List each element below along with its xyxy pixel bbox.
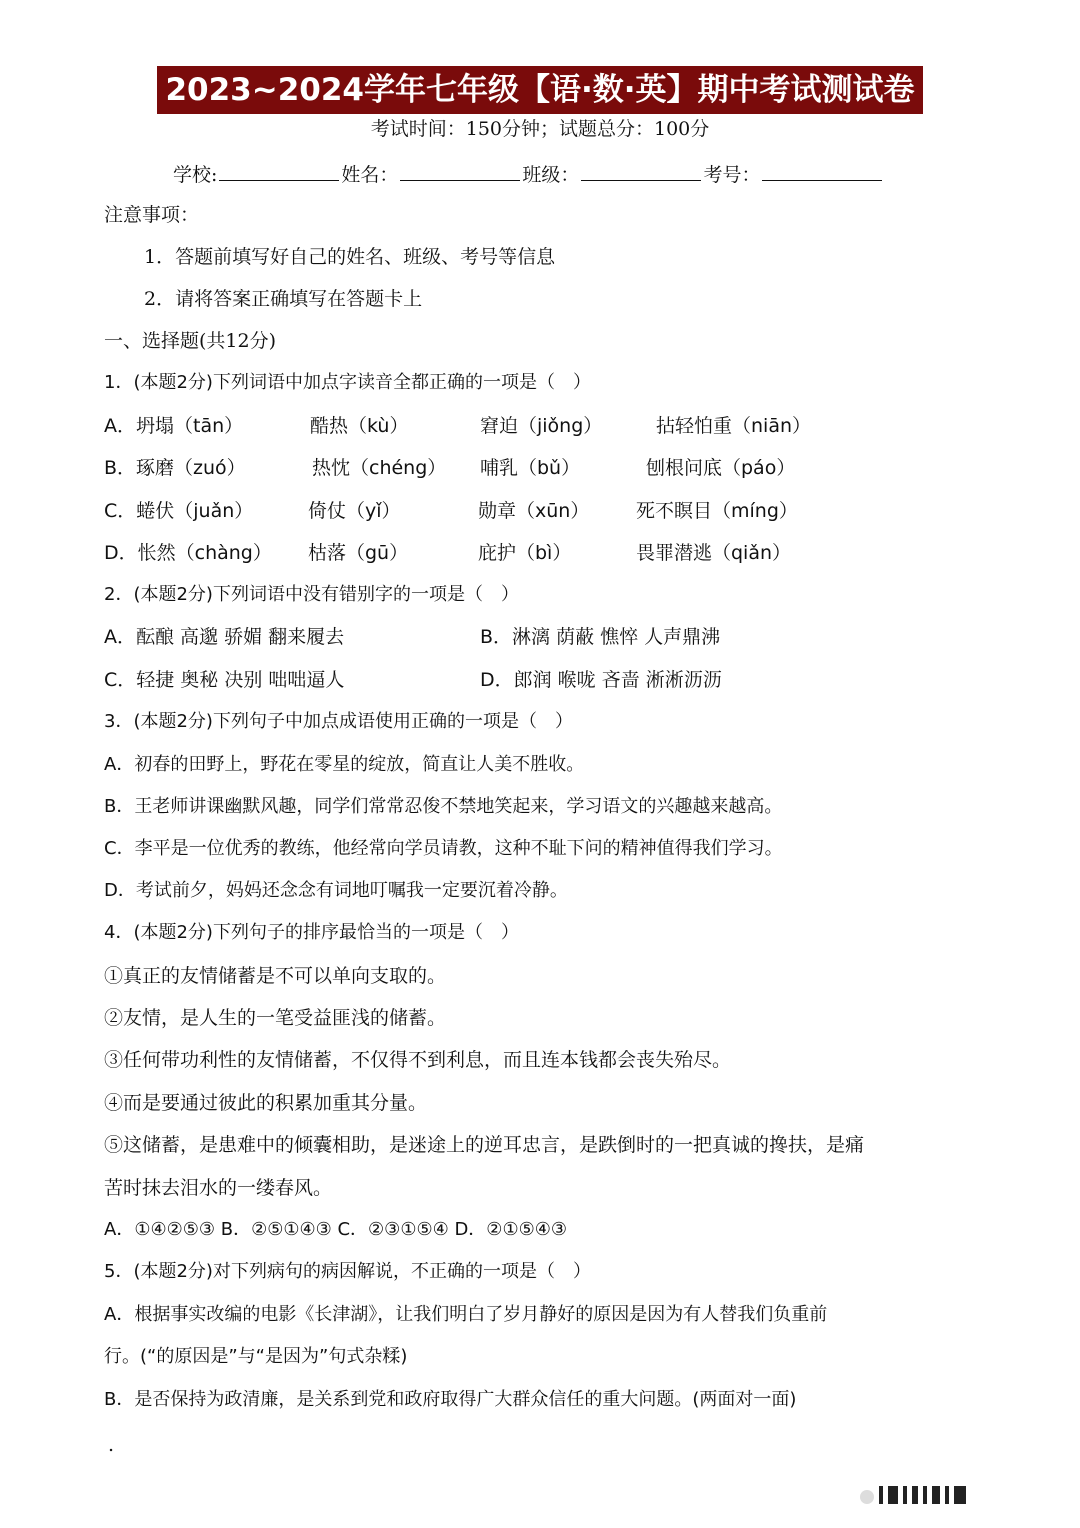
q4-stem: 4．(本题2分)下列句子的排序最恰当的一项是（ ）: [104, 922, 519, 943]
class-blank[interactable]: [581, 158, 701, 181]
q3-option-d: D．考试前夕，妈妈还念念有词地叮嘱我一定要沉着冷静。: [104, 880, 568, 901]
q3-option-c: C．李平是一位优秀的教练，他经常向学员请教，这种不耻下问的精神值得我们学习。: [104, 838, 783, 859]
q1-option-b-2: 热忱（chéng）: [312, 457, 447, 479]
q1-option-b-3: 哺乳（bǔ）: [480, 457, 581, 479]
watermark-mark-9: [954, 1486, 966, 1504]
q5-option-b: B．是否保持为政清廉，是关系到党和政府取得广大群众信任的重大问题。(两面对一面): [104, 1389, 797, 1410]
student-info-fields: [173, 158, 884, 190]
q2-option-a: A．酝酿 高邈 骄媚 翻来履去: [104, 626, 345, 648]
q5-trailing-dot: .: [108, 1434, 115, 1456]
q3-option-a: A．初春的田野上，野花在零星的绽放，简直让人美不胜收。: [104, 754, 585, 775]
q1-option-d-3: 庇护（bì）: [478, 542, 572, 564]
notice-item-2: 2．请将答案正确填写在答题卡上: [144, 288, 423, 310]
watermark-mark-3: [888, 1486, 898, 1504]
q4-sentence-3: ③任何带功利性的友情储蓄，不仅得不到利息，而且连本钱都会丧失殆尽。: [104, 1049, 732, 1071]
q1-option-c-4: 死不瞑目（míng）: [636, 500, 798, 522]
q1-option-a-2: 酷热（kù）: [310, 415, 409, 437]
exam-title: 2023~2024学年七年级【语·数·英】期中考试测试卷: [157, 66, 922, 114]
number-blank[interactable]: [762, 158, 882, 181]
q2-option-c: C．轻捷 奥秘 决别 咄咄逼人: [104, 669, 345, 691]
footer-watermark: [860, 1486, 966, 1504]
q2-stem: 2．(本题2分)下列词语中没有错别字的一项是（ ）: [104, 584, 519, 605]
notice-item-1: 1．答题前填写好自己的姓名、班级、考号等信息: [144, 246, 556, 268]
q5-stem: 5．(本题2分)对下列病句的病因解说，不正确的一项是（ ）: [104, 1261, 591, 1282]
q1-option-c-1: C．蜷伏（juǎn）: [104, 500, 254, 522]
q1-option-a-3: 窘迫（jiǒng）: [480, 415, 603, 437]
watermark-mark-6: [923, 1486, 927, 1504]
q5-option-a-line2: 行。(“的原因是”与“是因为”句式杂糅): [104, 1346, 408, 1367]
watermark-mark-4: [903, 1486, 907, 1504]
notice-heading: 注意事项：: [104, 204, 200, 226]
q4-sentence-1: ①真正的友情储蓄是不可以单向支取的。: [104, 965, 447, 987]
watermark-mark-7: [932, 1486, 940, 1504]
title-wrap: [0, 66, 1080, 114]
watermark-mark-2: [879, 1486, 883, 1504]
school-label: 学校:: [173, 164, 218, 186]
q1-option-a-1: A．坍塌（tān）: [104, 415, 244, 437]
q4-sentence-2: ②友情，是人生的一笔受益匪浅的储蓄。: [104, 1007, 447, 1029]
q5-option-a-line1: A．根据事实改编的电影《长津湖》，让我们明白了岁月静好的原因是因为有人替我们负重前: [104, 1304, 828, 1325]
q4-sentence-5a: ⑤这储蓄，是患难中的倾囊相助，是迷途上的逆耳忠言，是跌倒时的一把真诚的搀扶，是痛: [104, 1134, 865, 1156]
q4-sentence-4: ④而是要通过彼此的积累加重其分量。: [104, 1092, 428, 1114]
q1-stem: 1．(本题2分)下列词语中加点字读音全都正确的一项是（ ）: [104, 372, 591, 393]
q2-option-b: B．淋漓 荫蔽 憔悴 人声鼎沸: [480, 626, 721, 648]
q4-options: A．①④②⑤③ B．②⑤①④③ C．②③①⑤④ D．②①⑤④③: [104, 1219, 567, 1240]
q4-sentence-5b: 苦时抹去泪水的一缕春风。: [104, 1177, 333, 1199]
q1-option-b-4: 刨根问底（páo）: [646, 457, 796, 479]
q1-option-c-3: 勋章（xūn）: [478, 500, 590, 522]
q1-option-d-4: 畏罪潜逃（qiǎn）: [636, 542, 792, 564]
q1-option-d-1: D．怅然（chàng）: [104, 542, 272, 564]
q1-option-b-1: B．琢磨（zuó）: [104, 457, 246, 479]
name-blank[interactable]: [400, 158, 520, 181]
q3-stem: 3．(本题2分)下列句子中加点成语使用正确的一项是（ ）: [104, 711, 573, 732]
q1-option-d-2: 枯落（gū）: [308, 542, 409, 564]
q2-option-d: D．郎润 喉咙 吝啬 淅淅沥沥: [480, 669, 722, 691]
name-label: 姓名：: [341, 164, 399, 186]
watermark-mark-8: [945, 1486, 949, 1504]
q1-option-a-4: 拈轻怕重（niān）: [656, 415, 812, 437]
q3-option-b: B．王老师讲课幽默风趣，同学们常常忍俊不禁地笑起来，学习语文的兴趣越来越高。: [104, 796, 783, 817]
school-blank[interactable]: [219, 158, 339, 181]
q1-option-c-2: 倚仗（yǐ）: [308, 500, 401, 522]
class-label: 班级：: [522, 164, 580, 186]
watermark-mark-5: [912, 1486, 918, 1504]
exam-subtitle: 考试时间：150分钟；试题总分：100分: [370, 118, 710, 140]
number-label: 考号：: [703, 164, 761, 186]
section1-heading: 一、选择题(共12分): [104, 330, 277, 352]
watermark-mark-1: [860, 1490, 874, 1504]
